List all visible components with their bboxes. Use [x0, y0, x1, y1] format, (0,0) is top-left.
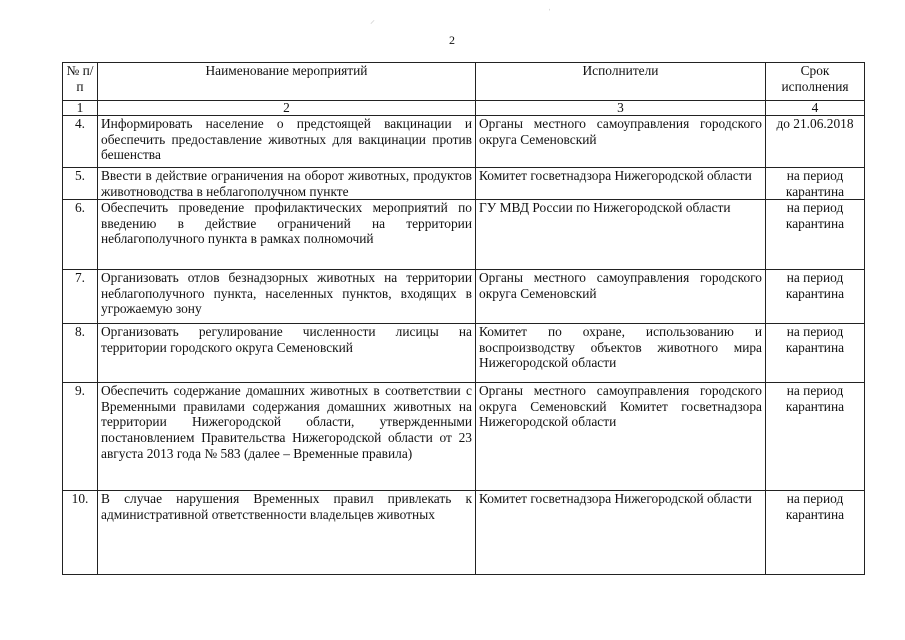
row-number: 4.: [63, 116, 98, 168]
row-deadline: на период карантина: [766, 200, 865, 270]
row-action: Организовать отлов безнадзорных животных на территории неблагополучного пункта, населенных пунктов, входящих в угрожаемую зону: [98, 270, 476, 324]
table-row: [63, 200, 865, 270]
table-row: [63, 383, 865, 491]
row-deadline: на период карантина: [766, 270, 865, 324]
row-number: 8.: [63, 324, 98, 383]
table-row: [63, 168, 865, 200]
row-action: Информировать население о предстоящей вакцинации и обеспечить предоставление животных для вакцинации против бешенства: [98, 116, 476, 168]
column-index: 3: [476, 101, 766, 116]
column-index: 2: [98, 101, 476, 116]
row-deadline: на период карантина: [766, 324, 865, 383]
row-deadline: на период карантина: [766, 383, 865, 491]
column-index-row: [63, 101, 865, 116]
row-number: 6.: [63, 200, 98, 270]
row-executors: Комитет госветнадзора Нижегородской области: [476, 168, 766, 200]
row-executors: Органы местного самоуправления городского округа Семеновский: [476, 270, 766, 324]
table-header-row: [63, 63, 865, 101]
row-action: Обеспечить проведение профилактических мероприятий по введению в действие ограничений на территории неблагополучного пункта в рамках полномочий: [98, 200, 476, 270]
table-row: [63, 324, 865, 383]
measures-table: [62, 62, 865, 575]
row-action: Ввести в действие ограничения на оборот животных, продуктов животноводства в неблагополучном пункте: [98, 168, 476, 200]
row-deadline: до 21.06.2018: [766, 116, 865, 168]
row-deadline: на период карантина: [766, 168, 865, 200]
table-row: [63, 270, 865, 324]
page-number: 2: [449, 33, 455, 47]
header-deadline: Срок исполнения: [766, 63, 865, 101]
row-deadline: на период карантина: [766, 491, 865, 575]
header-num: № п/п: [63, 63, 98, 101]
row-executors: Органы местного самоуправления городского округа Семеновский: [476, 116, 766, 168]
row-number: 5.: [63, 168, 98, 200]
header-action: Наименование мероприятий: [98, 63, 476, 101]
header-executors: Исполнители: [476, 63, 766, 101]
row-number: 7.: [63, 270, 98, 324]
table-row: [63, 116, 865, 168]
row-action: Обеспечить содержание домашних животных в соответствии с Временными правилами содержания домашних животных на территории Нижегородской области, утвержденными постановлением Правительства Нижегородской области от 23 августа 2013 года № 583 (далее – Временные правила): [98, 383, 476, 491]
row-executors: Комитет по охране, использованию и воспроизводству объектов животного мира Нижегородской области: [476, 324, 766, 383]
row-executors: ГУ МВД России по Нижегородской области: [476, 200, 766, 270]
margin-mark: ˈ: [548, 8, 552, 19]
row-number: 10.: [63, 491, 98, 575]
margin-mark: ⸝: [370, 15, 375, 26]
row-executors: Органы местного самоуправления городского округа Семеновский Комитет госветнадзора Нижегородской области: [476, 383, 766, 491]
column-index: 1: [63, 101, 98, 116]
row-action: Организовать регулирование численности лисицы на территории городского округа Семеновский: [98, 324, 476, 383]
row-number: 9.: [63, 383, 98, 491]
table-body: [63, 116, 865, 575]
table-row: [63, 491, 865, 575]
column-index: 4: [766, 101, 865, 116]
row-action: В случае нарушения Временных правил привлекать к административной ответственности владельцев животных: [98, 491, 476, 575]
row-executors: Комитет госветнадзора Нижегородской области: [476, 491, 766, 575]
